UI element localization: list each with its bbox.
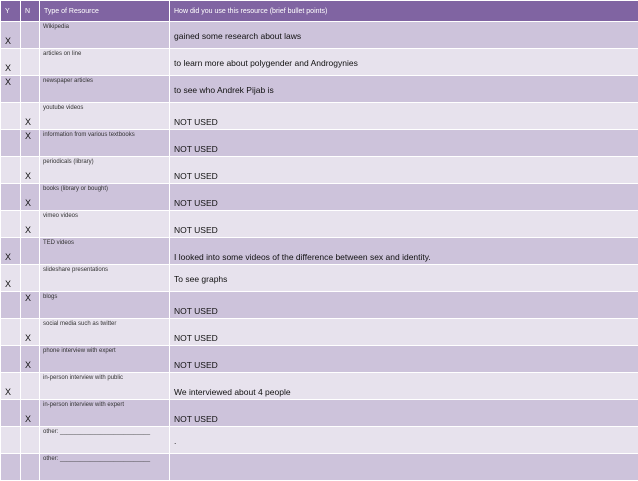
cell-type <box>40 130 170 157</box>
cell-y <box>1 454 21 481</box>
cell-n <box>21 292 40 319</box>
table-row <box>1 373 638 400</box>
table-row <box>1 49 638 76</box>
cell-use <box>170 103 638 130</box>
cell-n <box>21 211 40 238</box>
cell-y <box>1 22 21 49</box>
yes-mark: X <box>5 36 11 46</box>
yes-mark: X <box>5 252 11 262</box>
cell-use <box>170 373 638 400</box>
cell-y <box>1 427 21 454</box>
usage-note: NOT USED <box>174 117 218 127</box>
cell-use <box>170 130 638 157</box>
cell-type <box>40 427 170 454</box>
cell-n <box>21 130 40 157</box>
cell-n <box>21 265 40 292</box>
cell-use <box>170 211 638 238</box>
cell-n <box>21 49 40 76</box>
cell-type <box>40 238 170 265</box>
cell-y <box>1 184 21 211</box>
table-row <box>1 184 638 211</box>
cell-y <box>1 346 21 373</box>
usage-note: NOT USED <box>174 144 218 154</box>
resource-type-label: articles on line <box>43 51 81 57</box>
table-row <box>1 157 638 184</box>
yes-mark: X <box>5 279 11 289</box>
cell-type <box>40 184 170 211</box>
cell-use <box>170 76 638 103</box>
table-row <box>1 292 638 319</box>
cell-use <box>170 400 638 427</box>
cell-n <box>21 103 40 130</box>
no-mark: X <box>25 360 31 370</box>
cell-type <box>40 157 170 184</box>
cell-y <box>1 76 21 103</box>
cell-type <box>40 292 170 319</box>
usage-note: We interviewed about 4 people <box>174 387 291 397</box>
usage-note: NOT USED <box>174 360 218 370</box>
cell-use <box>170 427 638 454</box>
table-row <box>1 103 638 130</box>
cell-n <box>21 454 40 481</box>
cell-use <box>170 238 638 265</box>
table-row <box>1 400 638 427</box>
cell-type <box>40 211 170 238</box>
cell-type <box>40 373 170 400</box>
usage-note: NOT USED <box>174 225 218 235</box>
cell-n <box>21 373 40 400</box>
no-mark: X <box>25 293 31 303</box>
cell-use <box>170 22 638 49</box>
resource-type-label: other: ___________________________ <box>43 456 150 462</box>
header-y: Y <box>1 1 21 22</box>
cell-n <box>21 346 40 373</box>
no-mark: X <box>25 333 31 343</box>
yes-mark: X <box>5 387 11 397</box>
resource-type-label: phone interview with expert <box>43 348 116 354</box>
resource-type-label: social media such as twitter <box>43 321 116 327</box>
usage-note: . <box>174 436 176 446</box>
no-mark: X <box>25 117 31 127</box>
cell-y <box>1 157 21 184</box>
resource-type-label: other: ___________________________ <box>43 429 150 435</box>
cell-type <box>40 103 170 130</box>
cell-type <box>40 22 170 49</box>
resource-type-label: TED videos <box>43 240 74 246</box>
cell-use <box>170 265 638 292</box>
header-n: N <box>21 1 40 22</box>
cell-y <box>1 400 21 427</box>
cell-use <box>170 454 638 481</box>
usage-note: NOT USED <box>174 306 218 316</box>
cell-type <box>40 265 170 292</box>
cell-n <box>21 238 40 265</box>
header-how: How did you use this resource (brief bullet points) <box>170 1 638 22</box>
no-mark: X <box>25 414 31 424</box>
cell-y <box>1 211 21 238</box>
table-row <box>1 265 638 292</box>
no-mark: X <box>25 225 31 235</box>
resource-type-label: slideshare presentations <box>43 267 108 273</box>
table-row <box>1 427 638 454</box>
cell-use <box>170 184 638 211</box>
cell-y <box>1 130 21 157</box>
cell-n <box>21 76 40 103</box>
cell-type <box>40 49 170 76</box>
no-mark: X <box>25 131 31 141</box>
resource-type-label: vimeo videos <box>43 213 78 219</box>
resource-type-label: blogs <box>43 294 57 300</box>
no-mark: X <box>25 171 31 181</box>
usage-note: To see graphs <box>174 274 227 284</box>
cell-use <box>170 346 638 373</box>
cell-n <box>21 184 40 211</box>
cell-n <box>21 22 40 49</box>
resource-type-label: in-person interview with public <box>43 375 123 381</box>
cell-use <box>170 49 638 76</box>
cell-y <box>1 265 21 292</box>
cell-n <box>21 157 40 184</box>
table-row <box>1 454 638 481</box>
usage-note: to learn more about polygender and Androgynies <box>174 58 358 68</box>
no-mark: X <box>25 198 31 208</box>
usage-note: NOT USED <box>174 171 218 181</box>
usage-note: NOT USED <box>174 414 218 424</box>
table-row <box>1 22 638 49</box>
cell-type <box>40 346 170 373</box>
cell-type <box>40 454 170 481</box>
resource-type-label: newspaper articles <box>43 78 93 84</box>
cell-y <box>1 49 21 76</box>
table-row <box>1 319 638 346</box>
cell-y <box>1 103 21 130</box>
cell-use <box>170 292 638 319</box>
yes-mark: X <box>5 77 11 87</box>
yes-mark: X <box>5 63 11 73</box>
resource-type-label: in-person interview with expert <box>43 402 124 408</box>
usage-note: NOT USED <box>174 198 218 208</box>
cell-use <box>170 157 638 184</box>
resource-type-label: information from various textbooks <box>43 132 135 138</box>
header-type: Type of Resource <box>40 1 170 22</box>
usage-note: gained some research about laws <box>174 31 301 41</box>
table-row <box>1 211 638 238</box>
cell-n <box>21 427 40 454</box>
cell-y <box>1 292 21 319</box>
cell-y <box>1 373 21 400</box>
usage-note: NOT USED <box>174 333 218 343</box>
resource-type-label: Wikipedia <box>43 24 69 30</box>
usage-note: to see who Andrek Pijab is <box>174 85 274 95</box>
cell-use <box>170 319 638 346</box>
cell-type <box>40 76 170 103</box>
resource-type-label: periodicals (library) <box>43 159 94 165</box>
resource-type-label: youtube videos <box>43 105 83 111</box>
cell-n <box>21 319 40 346</box>
usage-note: I looked into some videos of the difference between sex and identity. <box>174 252 431 262</box>
table-row <box>1 76 638 103</box>
table-row <box>1 346 638 373</box>
table-row <box>1 130 638 157</box>
cell-type <box>40 319 170 346</box>
header-row <box>1 1 638 22</box>
cell-y <box>1 238 21 265</box>
cell-type <box>40 400 170 427</box>
cell-n <box>21 400 40 427</box>
resource-type-label: books (library or bought) <box>43 186 108 192</box>
table-row <box>1 238 638 265</box>
cell-y <box>1 319 21 346</box>
